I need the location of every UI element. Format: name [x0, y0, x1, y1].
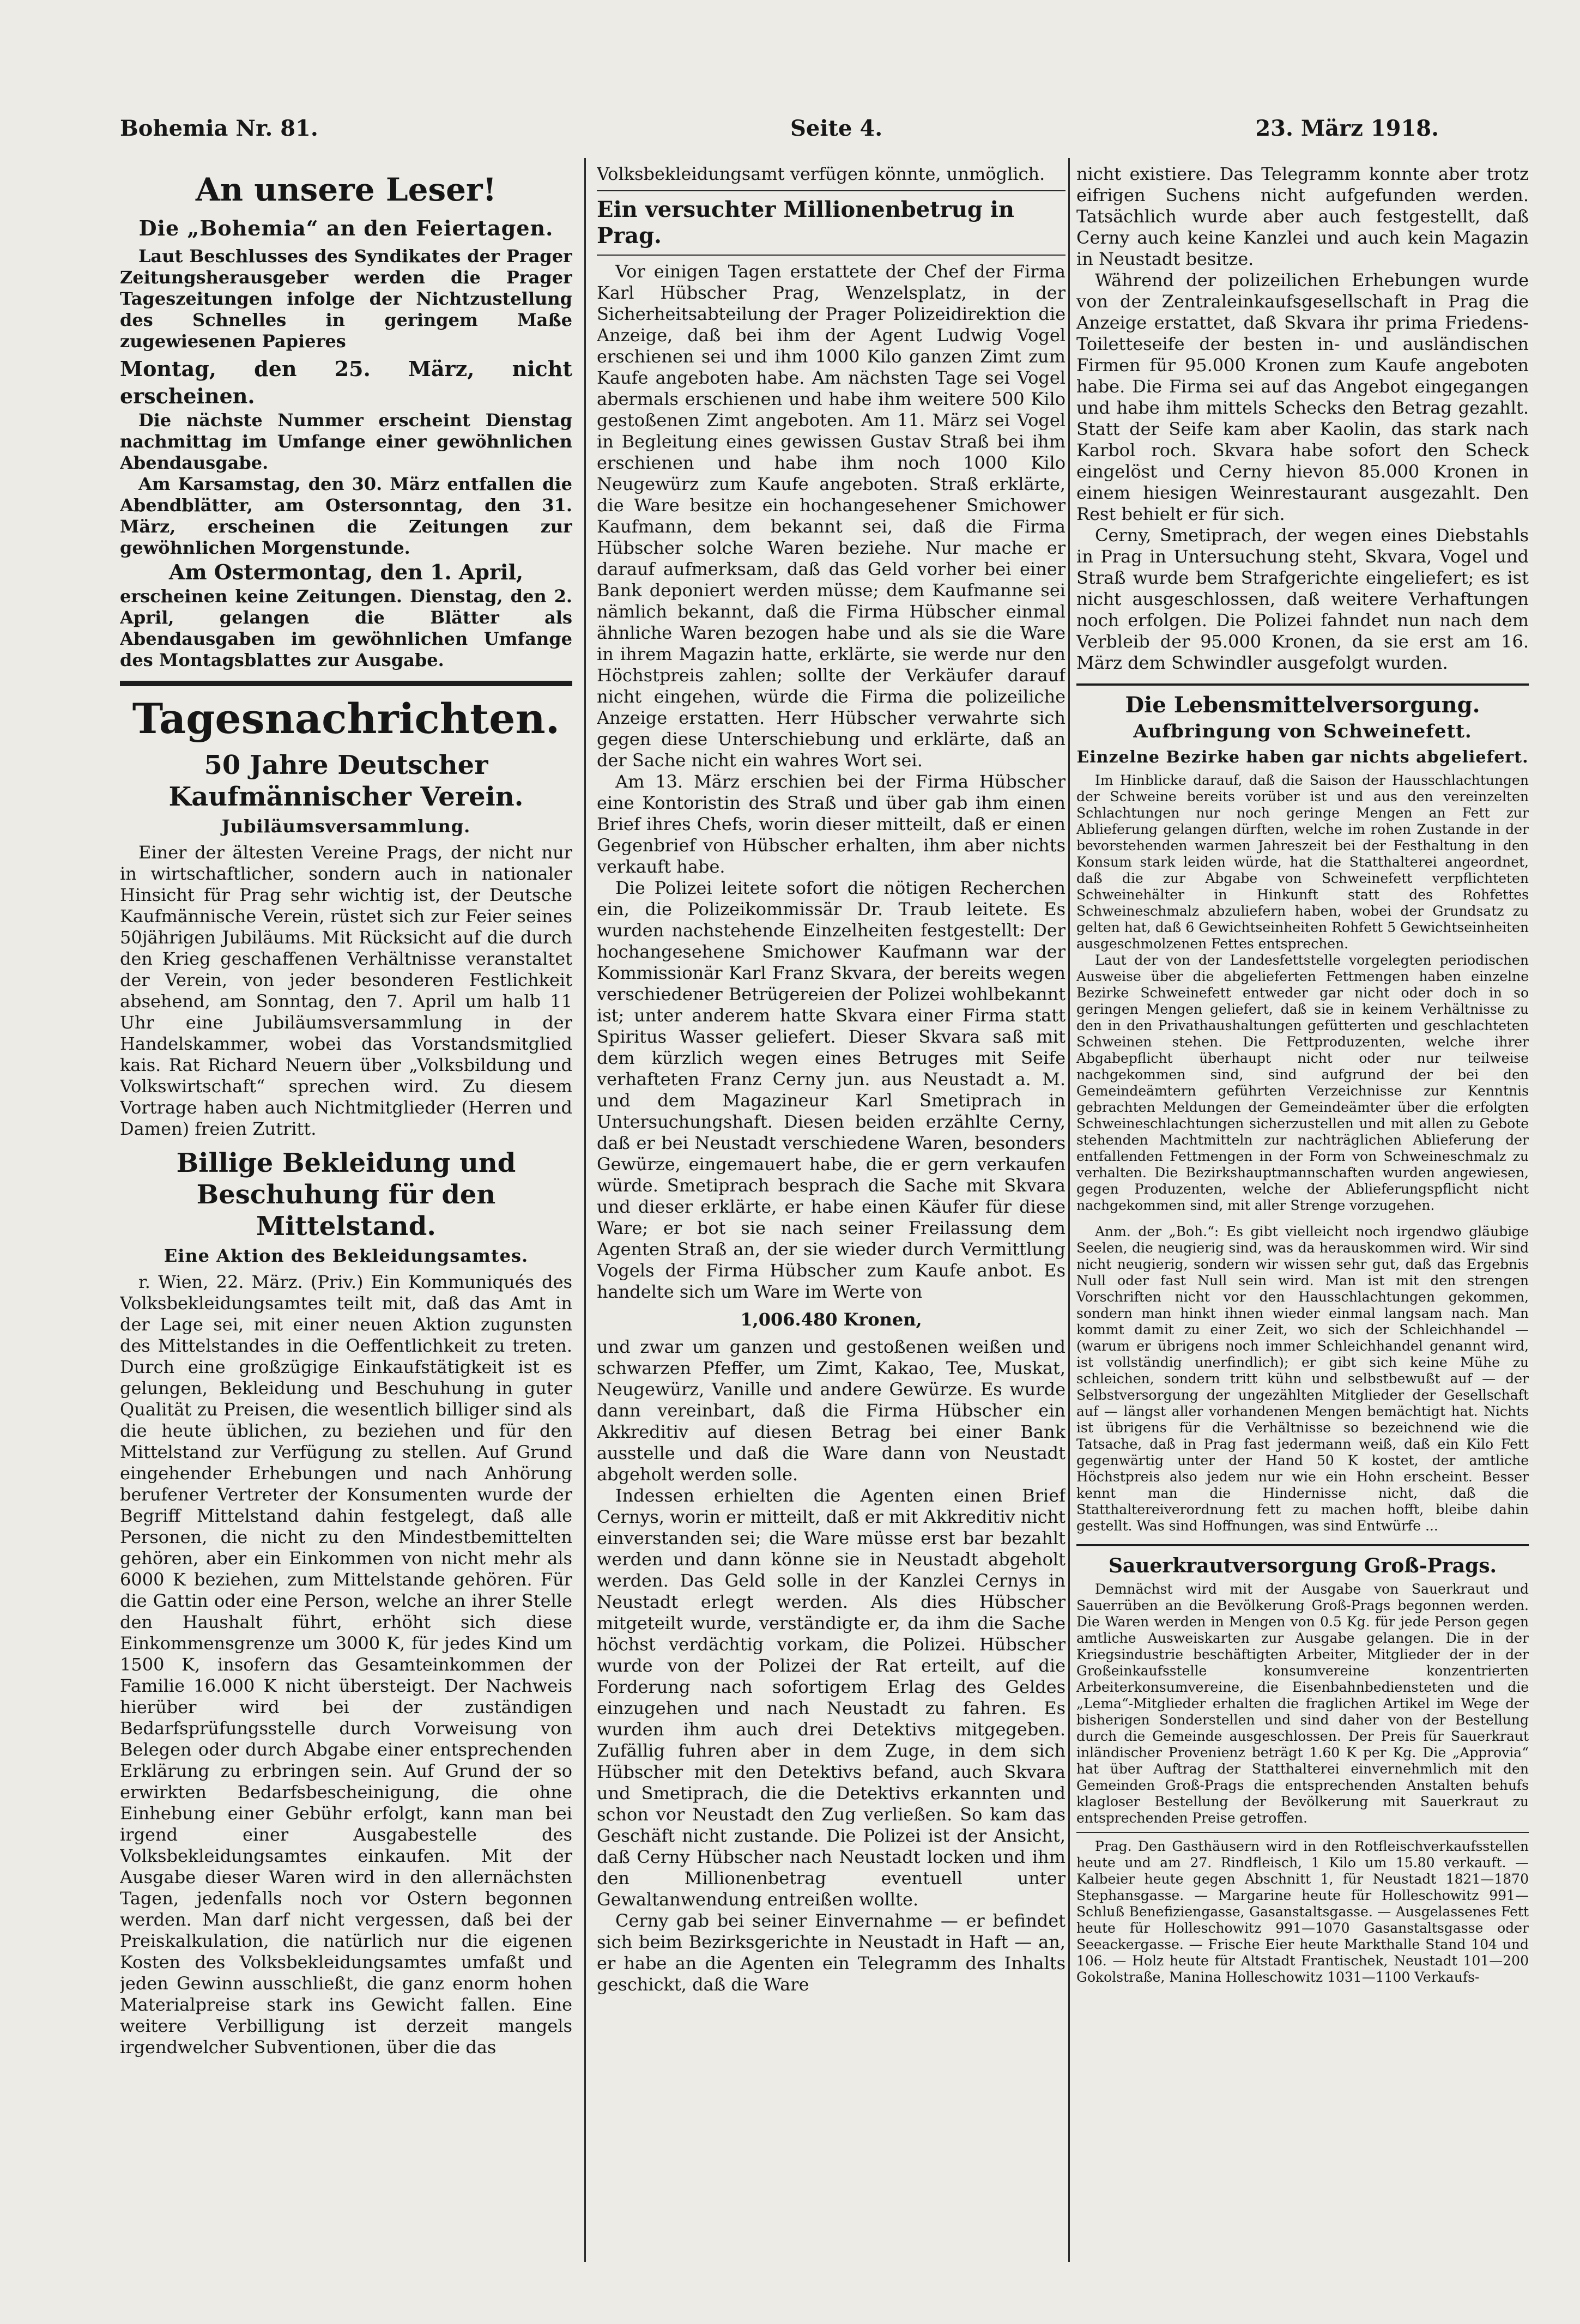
section-title: Tagesnachrichten.: [132, 694, 560, 743]
article-divider: [1076, 1832, 1529, 1833]
article-title: Billige Bekleidung und Beschuhung für den Mittelstand.: [176, 1148, 516, 1242]
notice-title: An unsere Leser!: [195, 171, 497, 208]
article-paragraph: und zwar um ganzen und gestoßenen weißen und schwarzen Pfeffer, um Zimt, Kakao, Tee, Muskat, Neugewürz, Vanille und andere Gewürze. Es wurde dann vereinbart, daß die Firma Hübscher ein Akkreditiv auf diesen Betrag bei einer Bank ausstelle und daß die Ware dann von Neustadt abgeholt werden solle.: [597, 1336, 1066, 1485]
continued-paragraph: Volksbekleidungsamt verfügen könnte, unmöglich.: [597, 164, 1045, 184]
section-divider: [1076, 683, 1529, 686]
page-number: Seite 4.: [790, 116, 883, 141]
article-divider: [597, 190, 1066, 191]
article-paragraph: Demnächst wird mit der Ausgabe von Sauerkraut und Sauerrüben an die Bevölkerung Groß-Prags begonnen werden. Die Waren werden in Mengen von 0.5 Kg. für jede Person gegen amtliche Ausweiskarten zur Ausgabe gelangen. Die in der Kriegsindustrie beschäftigten Arbeiter, Mitglieder der in der Großeinkaufsstelle konsumvereine konzentrierten Arbeiterkonsumvereine, die Eisenbahnbediensteten und die „Lema“-Mitglieder erhalten die fraglichen Artikel im Wege der bisherigen Sonderstellen und sind daher von der Bestellung durch die Gemeinde ausgeschlossen. Der Preis für Sauerkraut inländischer Provenienz beträgt 1.60 K per Kg. Die „Approvia“ hat über Auftrag der Statthalterei einvernehmlich mit den Gemeinden Groß-Prags die entsprechenden Anstalten behufs klagloser Bestellung der Bevölkerung mit Sauerkraut zu entsprechenden Preise getroffen.: [1076, 1581, 1529, 1826]
article-paragraph: Während der polizeilichen Erhebungen wurde von der Zentraleinkaufsgesellschaft in Prag die Anzeige erstattet, daß Skvara ihr prima Friedens-Toiletteseife der besten in- und ausländischen Firmen für 95.000 Kronen zum Kaufe angeboten habe. Die Firma sei auf das Angebot eingegangen und habe ihm mittels Schecks den Betrag gezahlt. Statt der Seife kam aber Kaolin, das stark nach Karbol roch. Skvara habe sofort den Scheck eingelöst und Cerny hievon 85.000 Kronen in einem hiesigen Weinrestaurant ausgezahlt. Den Rest behielt er für sich.: [1076, 270, 1529, 524]
article-subtitle: Jubiläumsversammlung.: [221, 816, 471, 837]
article-paragraph: Cerny, Smetiprach, der wegen eines Diebstahls in Prag in Untersuchung steht, Skvara, Vogel und Straß wurde bem Strafgerichte eingeliefert; es ist nicht ausgeschlossen, daß weitere Verhaftungen noch erfolgen. Die Polizei fahndet nun nach dem Verbleib der 95.000 Kronen, da sie erst am 16. März dem Schwindler ausgefolgt wurden.: [1076, 525, 1529, 673]
notice-paragraph: Laut Beschlusses des Syndikates der Prager Zeitungsherausgeber werden die Prager Tageszeitungen infolge der Nichtzustellung des Schnelles in geringem Maße zugewiesenen Papieres: [120, 246, 572, 352]
column-2: [597, 164, 1066, 2267]
article-paragraph: Am 13. März erschien bei der Firma Hübscher eine Kontoristin des Straß und über gab ihm einen Brief ihres Chefs, worin dieser mitteilt, daß er einen Gegenbrief von Hübscher erhalten, ihm aber nichts verkauft habe.: [597, 771, 1066, 877]
article-paragraph: Im Hinblicke darauf, daß die Saison der Hausschlachtungen der Schweine bereits vorüber ist und aus den vereinzelten Schlachtungen nur noch geringe Mengen an Fett zur Ablieferung gelangen dürften, welche im rohen Zustande in der bevorstehenden warmen Jahreszeit bei der Festhaltung in den Konsum stark leiden würde, hat die Statthalterei angeordnet, daß die zur Abgabe von Schweinefett verpflichteten Schweinehälter in Hinkunft statt des Rohfettes Schweineschmalz abzuliefern haben, wobei der Grundsatz zu gelten hat, daß 6 Gewichtseinheiten Rohfett 5 Gewichtseinheiten ausgeschmolzenen Fettes entsprechen.: [1076, 772, 1529, 952]
amount-line: 1,006.480 Kronen,: [740, 1309, 922, 1330]
article-paragraph: Vor einigen Tagen erstattete der Chef der Firma Karl Hübscher Prag, Wenzelsplatz, in der Sicherheitsabteilung der Prager Polizeidirektion die Anzeige, daß bei ihm der Agent Ludwig Vogel erschienen sei und ihm 1000 Kilo ganzen Zimt zum Kaufe angeboten habe. Am nächsten Tage sei Vogel abermals erschienen und habe ihm weitere 500 Kilo gestoßenen Zimt angeboten. Am 11. März sei Vogel in Begleitung eines gewissen Gustav Straß bei ihm erschienen und habe ihm noch 1000 Kilo Neugewürz zum Kaufe angeboten. Straß erklärte, die Ware besitze ein hochangesehener Smichower Kaufmann, dem bekannt sei, daß die Firma Hübscher solche Waren beziehe. Nur mache er darauf aufmerksam, daß das Geld vorher bei einer Bank deponiert werden müsse; dem Kaufmanne sei nämlich bekannt, daß die Firma Hübscher einmal ähnliche Waren bezogen habe und als sie die Ware in ihrem Magazin hatte, erklärte, sie werde nur den Höchstpreis zahlen; sollte der Verkäufer darauf nicht eingehen, würde die Firma die polizeiliche Anzeige erstatten. Herr Hübscher verwahrte sich gegen diese Unterschiebung und erklärte, daß an der Sache nicht ein wahres Wort sei.: [597, 261, 1066, 771]
article-title: 50 Jahre Deutscher Kaufmännischer Verein.: [168, 750, 524, 812]
editor-note: Anm. der „Boh.“: Es gibt vielleicht noch irgendwo gläubige Seelen, die neugierig sind, was da herauskommen wird. Wir sind nicht neugierig, sondern wir wissen sehr gut, daß das Ergebnis Null oder fast Null sein wird. Man ist mit den strengen Vorschriften nicht vor den Hausschlachtungen gekommen, sondern man hinkt ihnen wieder einmal langsam nach. Man kommt damit zu einer Zeit, wo sich der Schleichhandel — (warum er übrigens noch immer Schleichhandel genannt wird, ist vollständig unerfindlich); er gibt sich keine Mühe zu schleichen, sondern tritt kühn und selbstbewußt auf — der Selbstversorgung der ungezählten Mitglieder der Gesellschaft auf — längst aller vorhandenen Mengen bemächtigt hat. Nichts ist übrigens für die Verhältnisse so bezeichnend wie die Tatsache, daß in Prag fast jedermann weiß, daß ein Kilo Fett gegenwärtig unter der Hand 50 K kostet, der amtliche Höchstpreis also jedem nur wie ein Hohn erscheint. Besser kennt man die Hindernisse nicht, daß die Statthaltereiverordnung fett zu machen hofft, bleibe dahin gestellt. Was sind Hoffnungen, was sind Entwürfe ...: [1076, 1224, 1529, 1534]
article-paragraph: nicht existiere. Das Telegramm konnte aber trotz eifrigen Suchens nicht aufgefunden werden. Tatsächlich wurde aber auch festgestellt, daß Cerny auch keine Kanzlei und auch kein Magazin in Neustadt besitze.: [1076, 164, 1529, 269]
notice-paragraph: Am Karsamstag, den 30. März entfallen die Abendblätter, am Ostersonntag, den 31. März, erscheinen die Zeitungen zur gewöhnlichen Morgenstunde.: [120, 474, 572, 558]
article-subtitle: Aufbringung von Schweinefett.: [1133, 721, 1472, 742]
notice-paragraph: erscheinen keine Zeitungen. Dienstag, den 2. April, gelangen die Blätter als Abendausgaben im gewöhnlichen Umfange des Montagsblattes zur Ausgabe.: [120, 586, 572, 670]
article-divider: [597, 255, 1066, 256]
section-divider: [120, 681, 572, 686]
masthead-issue: Bohemia Nr. 81.: [120, 116, 318, 141]
article-paragraph: Einer der ältesten Vereine Prags, der nicht nur in wirtschaftlicher, sondern auch in nationaler Hinsicht für Prag sehr wichtig ist, der Deutsche Kaufmännische Verein, rüstet sich zur Feier seines 50jährigen Jubiläums. Mit Rücksicht auf die durch den Krieg geschaffenen Verhältnisse veranstaltet der Verein, von jeder besonderen Festlichkeit absehend, am Sonntag, den 7. April um halb 11 Uhr eine Jubiläumsversammlung in der Handelskammer, wobei das Vorstandsmitglied kais. Rat Richard Neuern über „Volksbildung und Volkswirtschaft“ sprechen wird. Zu diesem Vortrage haben auch Nichtmitglieder (Herren und Damen) freien Zutritt.: [120, 842, 572, 1139]
article-paragraph: Cerny gab bei seiner Einvernahme — er befindet sich beim Bezirksgerichte in Neustadt in Haft — an, er habe an die Agenten ein Telegramm des Inhalts geschickt, daß die Ware: [597, 1910, 1066, 1995]
column-rule-2: [1068, 158, 1070, 2262]
column-3: [1076, 164, 1529, 2267]
article-paragraph: Prag. Den Gasthäusern wird in den Rotfleischverkaufsstellen heute und am 27. Rindfleisch, 1 Kilo um 15.80 verkauft. — Kalbeier heute gegen Abschnitt 1, für Neustadt 1821—1870 Stephansgasse. — Margarine heute für Holleschowitz 991—Schluß Benefiziengasse, Gasanstaltsgasse. — Ausgelassenes Fett heute für Holleschowitz 991—1070 Gasanstaltsgasse oder Seeackergasse. — Frische Eier heute Markthalle Stand 104 und 106. — Holz heute für Altstadt Frantischek, Neustadt 101—200 Gokolstraße, Manina Holleschowitz 1031—1100 Verkaufs-: [1076, 1838, 1529, 1985]
notice-paragraph: Am Ostermontag, den 1. April,: [168, 560, 524, 584]
article-title: Ein versuchter Millionenbetrug in Prag.: [597, 197, 1014, 249]
section-divider: [1076, 1544, 1529, 1546]
issue-date: 23. März 1918.: [1255, 116, 1439, 141]
article-paragraph: Laut der von der Landesfettstelle vorgelegten periodischen Ausweise über die abgelieferten Fettmengen haben einzelne Bezirke Schweinefett entweder gar nicht oder doch in so geringen Mengen geliefert, daß sie in keinem Verhältnisse zu den in den Privathaushaltungen gefütterten und geschlachteten Schweinen stehen. Die Fettproduzenten, welche ihrer Abgabepflicht überhaupt nicht oder nur teilweise nachgekommen sind, sind aufgrund der bei den Gemeindeämtern geführten Verzeichnisse zur Kenntnis gebrachten Meldungen der Gemeindeämter über die erfolgten Schweineschlachtungen sicherzustellen und mit allen zu Gebote stehenden Machtmitteln zur nachträglichen Ablieferung der entfallenden Fettmengen in der Form von Schweineschmalz zu verhalten. Die Bezirkshauptmannschaften wurden angewiesen, gegen Produzenten, welche der Ablieferungspflicht nicht nachgekommen sind, mit aller Strenge vorzugehen.: [1076, 952, 1529, 1213]
article-paragraph: Indessen erhielten die Agenten einen Brief Cernys, worin er mitteilt, daß er mit Akkreditiv nicht einverstanden sei; die Ware müsse erst bar bezahlt werden und dann könne sie in Neustadt abgeholt werden. Das Geld solle in der Kanzlei Cernys in Neustadt erlegt werden. Als dies Hübscher mitgeteilt wurde, verständigte er, da ihm die Sache höchst verdächtig vorkam, die Polizei. Hübscher wurde von der Polizei der Rat erteilt, auf die Forderung nach sofortigem Erlag des Geldes einzugehen und nach Neustadt zu fahren. Es wurden ihm auch drei Detektivs mitgegeben. Zufällig fuhren aber in dem Zuge, in dem sich Hübscher mit den Detektivs befand, auch Skvara und Smetiprach, die die Detektivs erkannten und schon vor Neustadt den Zug verließen. So kam das Geschäft nicht zustande. Die Polizei ist der Ansicht, daß Cerny Hübscher nach Neustadt locken und ihm den Millionenbetrag eventuell unter Gewaltanwendung entreißen wollte.: [597, 1485, 1066, 1910]
page-header: [120, 116, 1439, 148]
notice-subtitle: Die „Bohemia“ an den Feiertagen.: [138, 216, 554, 240]
column-rule-1: [584, 158, 586, 2262]
notice-paragraph: Die nächste Nummer erscheint Dienstag nachmittag im Umfange einer gewöhnlichen Abendausgabe.: [120, 410, 572, 473]
article-paragraph: r. Wien, 22. März. (Priv.) Ein Kommuniqués des Volksbekleidungsamtes teilt mit, daß das Amt in der Lage sei, mit einer neuen Aktion zugunsten des Mittelstandes in die Oeffentlichkeit zu treten. Durch eine großzügige Einkaufstätigkeit ist es gelungen, Bekleidung und Beschuhung in guter Qualität zu Preisen, die wesentlich billiger sind als die heute üblichen, zu beziehen und für den Mittelstand zur Verfügung zu stellen. Auf Grund eingehender Erhebungen und nach Anhörung berufener Vertreter der Konsumenten wurde der Begriff Mittelstand dahin festgelegt, daß alle Personen, die nicht zu den Mindestbemittelten gehören, aber ein Einkommen von nicht mehr als 6000 K beziehen, zum Mittelstande gehören. Für die Gattin oder eine Person, welche an ihrer Stelle den Haushalt führt, erhöht sich diese Einkommensgrenze um 3000 K, für jedes Kind um 1500 K, insofern das Gesamteinkommen der Familie 16.000 K nicht übersteigt. Der Nachweis hierüber wird bei der zuständigen Bedarfsprüfungsstelle durch Vorweisung von Belegen oder durch Abgabe einer entsprechenden Erklärung zu erbringen sein. Auf Grund der so erwirkten Bedarfsbescheinigung, die ohne Einhebung einer Gebühr erfolgt, kann man bei irgend einer Ausgabestelle des Volksbekleidungsamtes einkaufen. Mit der Ausgabe dieser Waren wird in den allernächsten Tagen, jedenfalls noch vor Ostern begonnen werden. Man darf nicht vergessen, daß bei der Preiskalkulation, die natürlich nur die eigenen Kosten des Volksbekleidungsamtes umfaßt und jeden Gewinn ausschließt, die ganz enorm hohen Materialpreise stark ins Gewicht fallen. Eine weitere Verbilligung ist derzeit mangels irgendwelcher Subventionen, über die das: [120, 1272, 572, 2057]
article-paragraph: Die Polizei leitete sofort die nötigen Recherchen ein, die Polizeikommissär Dr. Traub leitete. Es wurden nachstehende Einzelheiten festgestellt: Der hochangesehene Smichower Kaufmann war der Kommissionär Karl Franz Skvara, der bereits wegen verschiedener Betrügereien der Polizei wohlbekannt ist; unter anderem hatte Skvara einer Firma statt Spiritus Wasser geliefert. Dieser Skvara saß mit dem kürzlich wegen eines Betruges mit Seife verhafteten Franz Cerny jun. aus Neustadt a. M. und dem Magazineur Karl Smetiprach in Untersuchungshaft. Diesen beiden erzählte Cerny, daß er bei Neustadt verschiedene Waren, besonders Gewürze, eingemauert habe, die er gern verkaufen würde. Smetiprach besprach die Sache mit Skvara und dieser erklärte, er habe einen Käufer für diese Ware; er bot sie nach seiner Freilassung dem Agenten Straß an, der sie wieder durch Vermittlung Vogels der Firma Hübscher zum Kaufe anbot. Es handelte sich um Ware im Werte von: [597, 877, 1066, 1302]
notice-paragraph: Montag, den 25. März, nicht erscheinen.: [120, 356, 572, 408]
article-subtitle: Einzelne Bezirke haben gar nichts abgeliefert.: [1076, 748, 1529, 767]
article-title: Die Lebensmittelversorgung.: [1125, 692, 1480, 718]
column-1: [120, 164, 572, 2262]
article-subtitle: Eine Aktion des Bekleidungsamtes.: [164, 1245, 529, 1266]
article-title: Sauerkrautversorgung Groß-Prags.: [1108, 1554, 1497, 1577]
